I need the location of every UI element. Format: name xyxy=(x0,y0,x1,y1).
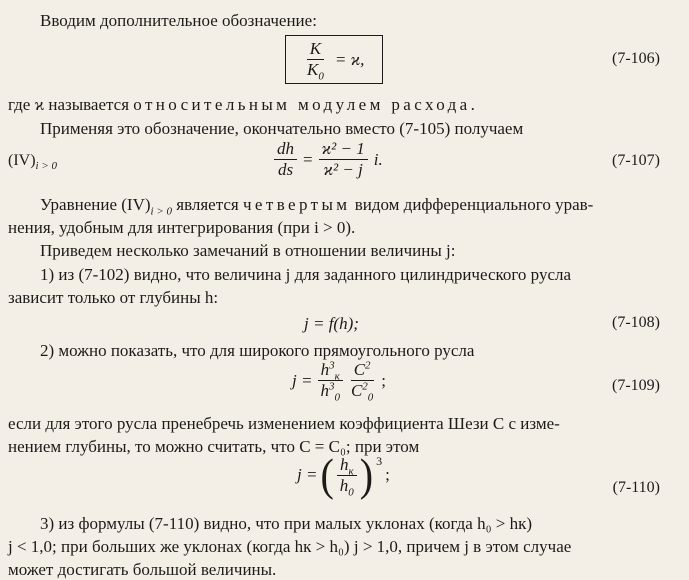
text-line: нением глубины, то можно считать, что C = C₀; при этом xyxy=(8,437,420,456)
eq109-tail: ; xyxy=(381,370,387,390)
text-line-part: является xyxy=(176,195,239,214)
sub: 0 xyxy=(348,485,354,498)
sub: 0 xyxy=(367,391,374,404)
eq106-den-base: K xyxy=(307,60,319,79)
eq107-rhs-num: ϰ² − 1 xyxy=(319,140,368,160)
text-line: зависит только от глубины h: xyxy=(8,288,219,307)
text-line: j < 1,0; при больших же уклонах (когда hк > h₀) j > 1,0, причем j в этом случае xyxy=(8,537,572,556)
eq110-tail: ; xyxy=(385,465,390,484)
equation-7-110: j = ( $\frac{h_к}{h_0}$ ) 3 ; xyxy=(297,448,390,501)
eq109-n1: h xyxy=(320,360,330,379)
eq107-label xyxy=(8,152,58,173)
eq109-d2: C xyxy=(350,381,363,400)
eq-number-7-108: (7-108) xyxy=(612,314,660,331)
eq107-label-sub: i > 0 xyxy=(35,160,58,173)
text-line-part: видом дифференциального урав- xyxy=(354,195,594,214)
sup: 2 xyxy=(365,359,371,372)
eq109-d1: h xyxy=(320,381,329,400)
eq-number-7-109: (7-109) xyxy=(612,377,660,394)
equation-7-109 xyxy=(292,359,387,404)
intro-line: Вводим дополнительное обозначение: xyxy=(40,11,317,30)
text-line: 2) можно показать, что для широкого прямоугольного русла xyxy=(40,341,475,360)
eq110-den: h xyxy=(339,475,349,495)
eq106-den-sub: 0 xyxy=(318,70,324,83)
text-line-part: Уравнение (IV) xyxy=(40,195,151,214)
eq106-numerator: K xyxy=(307,40,324,60)
eq-number-7-106: (7-106) xyxy=(612,50,660,67)
eq107-eq: = xyxy=(303,149,313,169)
eq106-rhs: = ϰ, xyxy=(334,49,365,69)
text-line: Применяя это обозначение, окончательно вместо (7-105) получаем xyxy=(40,119,524,138)
equation-7-106 xyxy=(285,35,383,84)
eq110-num: h xyxy=(339,454,349,474)
eq110-lhs: j = xyxy=(297,465,318,484)
sup: 3 xyxy=(328,380,335,393)
text-line: Приведем несколько замечаний в отношении величины j: xyxy=(40,241,456,260)
eq-number-7-110: (7-110) xyxy=(612,479,660,496)
text-line: 3) из формулы (7-110) видно, что при малых уклонах (когда h₀ > hк) xyxy=(40,514,533,533)
left-paren: ( xyxy=(320,448,334,501)
text-line: 1) из (7-102) видно, что величина j для заданного цилиндрического русла xyxy=(40,265,572,284)
eq107-rhs-den: ϰ² − j xyxy=(323,160,363,179)
right-paren: ) xyxy=(359,448,374,501)
text-line: может достигать большой величины. xyxy=(8,560,277,579)
sup: 3 xyxy=(329,359,335,372)
sub: к xyxy=(334,370,340,383)
text-line: если для этого русла пренебречь изменением коэффициента Шези C с изме- xyxy=(8,414,560,433)
equation-7-107 xyxy=(274,140,383,179)
eq109-n2: C xyxy=(353,360,366,379)
text-line-part: где ϰ называется xyxy=(8,95,130,114)
text-line xyxy=(40,195,594,218)
eq-number-7-107: (7-107) xyxy=(612,152,660,169)
spaced-term: относительным модулем расхода. xyxy=(133,95,479,114)
eq107-lhs-num: dh xyxy=(274,140,297,160)
text-line: нения, удобным для интегрирования (при i > 0). xyxy=(8,218,356,237)
sub: 0 xyxy=(334,391,340,404)
eq107-lhs-den: ds xyxy=(277,160,294,179)
spaced-term: четвертым xyxy=(242,195,351,214)
text-line xyxy=(8,95,478,115)
sub: к xyxy=(348,464,354,477)
sup: 2 xyxy=(362,380,368,393)
subscript: i > 0 xyxy=(150,205,172,218)
eq107-label-base: (IV) xyxy=(8,152,36,169)
equation-7-108: j = f(h); xyxy=(304,314,359,333)
eq109-lhs: j = xyxy=(292,370,313,390)
eq107-tail: i. xyxy=(373,149,383,169)
